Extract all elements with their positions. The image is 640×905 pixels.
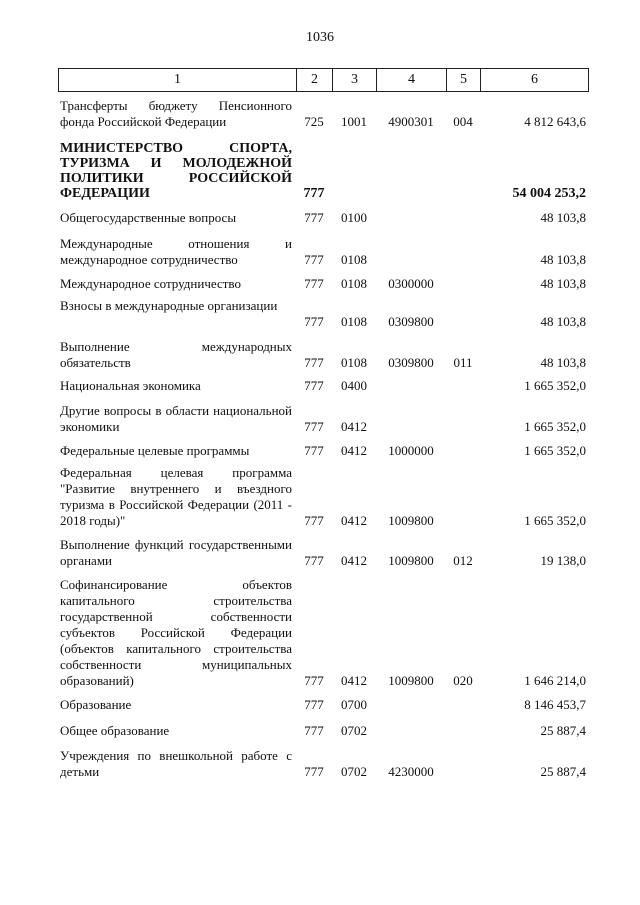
header-col-2: 2 [297, 69, 333, 92]
row-amount: 1 665 352,0 [524, 513, 586, 528]
row-name: Общегосударственные вопросы [60, 210, 237, 225]
table-row [0, 276, 640, 292]
row-amount: 48 103,8 [540, 210, 586, 225]
row-name: Учреждения по внешкольной работе с детьми [60, 748, 292, 779]
row-amount: 48 103,8 [540, 314, 586, 329]
row-code-ministry: 777 [304, 764, 324, 779]
table-row [0, 723, 640, 739]
table-row [0, 236, 640, 268]
row-code-section: 0412 [341, 513, 367, 528]
row-code-ministry: 777 [304, 252, 324, 267]
row-code-section: 0700 [341, 697, 367, 712]
row-code-type: 004 [453, 114, 473, 129]
row-code-section: 0108 [341, 252, 367, 267]
table-row [0, 465, 640, 529]
row-name: Другие вопросы в области национальной экономики [60, 403, 292, 434]
row-amount: 25 887,4 [540, 723, 586, 738]
row-amount: 1 665 352,0 [524, 443, 586, 458]
table-row [0, 748, 640, 780]
row-amount: 25 887,4 [540, 764, 586, 779]
row-code-type: 020 [453, 673, 473, 688]
row-code-article: 0300000 [388, 276, 434, 291]
row-code-ministry: 777 [303, 186, 325, 201]
header-col-4: 4 [377, 69, 447, 92]
row-amount: 1 665 352,0 [524, 378, 586, 393]
row-amount: 48 103,8 [540, 276, 586, 291]
row-code-section: 0108 [341, 314, 367, 329]
row-code-section: 0412 [341, 673, 367, 688]
row-code-ministry: 777 [304, 513, 324, 528]
row-code-section: 0100 [341, 210, 367, 225]
row-code-article: 1009800 [388, 673, 434, 688]
row-code-article: 0309800 [388, 314, 434, 329]
row-code-ministry: 777 [304, 314, 324, 329]
row-amount: 8 146 453,7 [524, 697, 586, 712]
row-amount: 48 103,8 [540, 252, 586, 267]
row-amount: 48 103,8 [540, 355, 586, 370]
row-code-ministry: 777 [304, 673, 324, 688]
row-code-section: 0108 [341, 276, 367, 291]
row-name: Общее образование [60, 723, 170, 738]
row-code-ministry: 777 [304, 355, 324, 370]
table-row-ministry [0, 141, 640, 202]
table-row [0, 403, 640, 435]
table-row [0, 537, 640, 569]
row-name: Международное сотрудничество [60, 276, 241, 291]
row-code-ministry: 777 [304, 697, 324, 712]
row-code-section: 0400 [341, 378, 367, 393]
header-col-1: 1 [59, 69, 297, 92]
row-code-ministry: 777 [304, 210, 324, 225]
row-code-section: 0412 [341, 419, 367, 434]
row-code-section: 0108 [341, 355, 367, 370]
row-code-section: 0412 [341, 553, 367, 568]
row-name: Национальная экономика [60, 378, 201, 393]
table-row [0, 577, 640, 689]
page-number: 1036 [306, 30, 334, 45]
row-name: Софинансирование объектов капитального строительства государственной собственности субъектов Российской Федерации (объектов капитального строительства собственности муниципальных образований) [60, 577, 292, 688]
row-name: Образование [60, 697, 132, 712]
header-col-3: 3 [333, 69, 377, 92]
row-name: Выполнение функций государственными органами [60, 537, 292, 568]
table-row [0, 298, 640, 330]
table-row [0, 210, 640, 226]
table-row [0, 697, 640, 713]
row-code-article: 0309800 [388, 355, 434, 370]
row-code-article: 4230000 [388, 764, 434, 779]
row-code-ministry: 777 [304, 443, 324, 458]
row-code-article: 1000000 [388, 443, 434, 458]
row-code-section: 0412 [341, 443, 367, 458]
row-name: Федеральная целевая программа "Развитие внутреннего и въездного туризма в Российской Федерации (2011 - 2018 годы)" [60, 465, 292, 528]
row-name: Выполнение международных обязательств [60, 339, 292, 370]
row-amount: 54 004 253,2 [512, 186, 586, 201]
row-code-ministry: 777 [304, 553, 324, 568]
row-code-article: 1009800 [388, 513, 434, 528]
table-row [0, 378, 640, 394]
row-code-article: 4900301 [388, 114, 434, 129]
row-name: Трансферты бюджету Пенсионного фонда Российской Федерации [60, 98, 292, 129]
table-row [0, 443, 640, 459]
row-amount: 4 812 643,6 [524, 114, 586, 129]
row-name: Федеральные целевые программы [60, 443, 250, 458]
row-name: Международные отношения и международное сотрудничество [60, 236, 292, 267]
table-row [0, 339, 640, 371]
row-code-ministry: 777 [304, 723, 324, 738]
row-code-section: 0702 [341, 764, 367, 779]
row-code-type: 011 [453, 355, 473, 370]
header-col-5: 5 [447, 69, 481, 92]
row-amount: 1 665 352,0 [524, 419, 586, 434]
row-amount: 19 138,0 [540, 553, 586, 568]
row-code-article: 1009800 [388, 553, 434, 568]
row-code-section: 0702 [341, 723, 367, 738]
header-col-6: 6 [481, 69, 589, 92]
row-code-ministry: 777 [304, 378, 324, 393]
row-name: МИНИСТЕРСТВО СПОРТА, ТУРИЗМА И МОЛОДЕЖНОЙ ПОЛИТИКИ РОССИЙСКОЙ ФЕДЕРАЦИИ [60, 141, 292, 201]
row-code-type: 012 [453, 553, 473, 568]
row-code-section: 1001 [341, 114, 367, 129]
row-code-ministry: 725 [304, 114, 324, 129]
row-code-ministry: 777 [304, 419, 324, 434]
table-row [0, 98, 640, 130]
row-name: Взносы в международные организации [60, 298, 278, 313]
row-code-ministry: 777 [304, 276, 324, 291]
row-amount: 1 646 214,0 [524, 673, 586, 688]
